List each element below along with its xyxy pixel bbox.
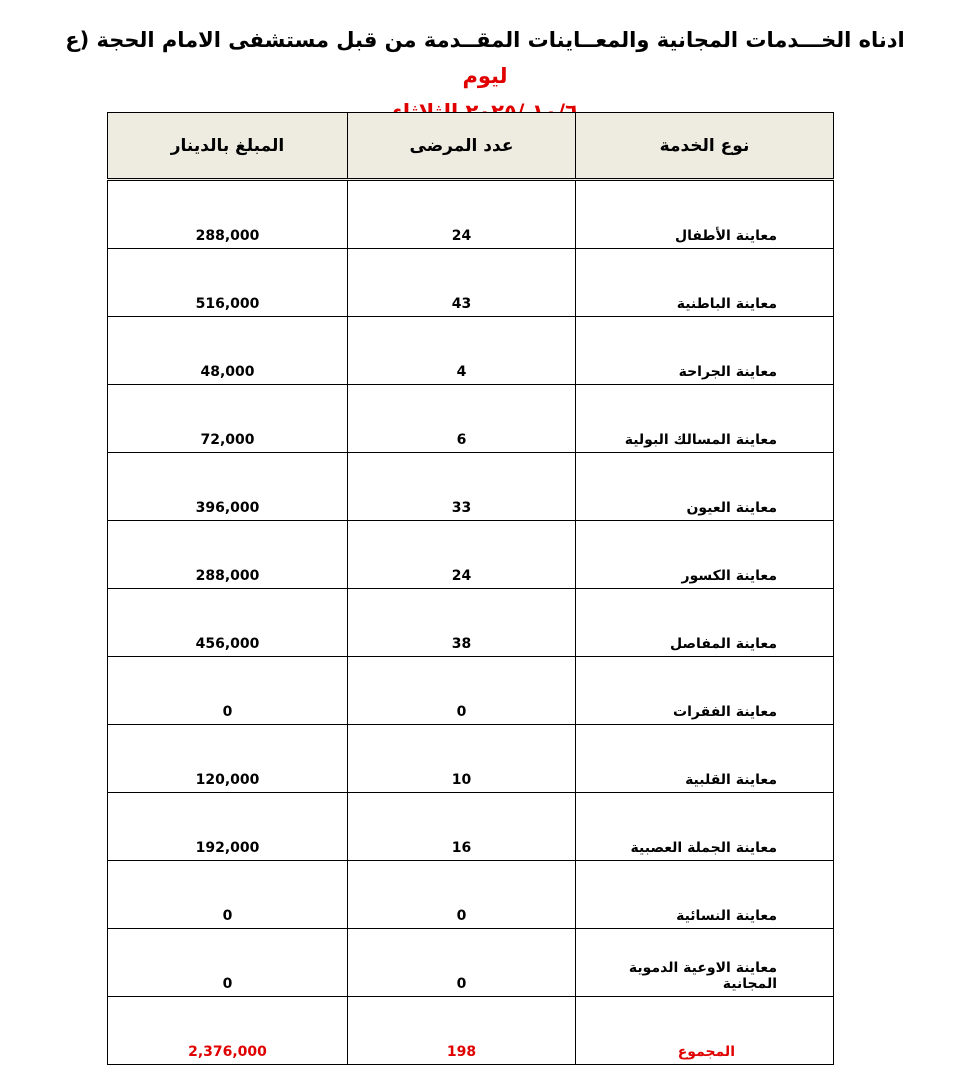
patient-count-cell: 38 (348, 589, 576, 657)
header-amount: المبلغ بالدينار (108, 113, 348, 180)
title-line-1: ادناه الخـــدمات المجانية والمعــاينات المقــدمة من قبل مستشفى الامام الحجة (ع (65, 28, 905, 52)
table-row (108, 453, 834, 521)
table-row (108, 793, 834, 861)
header-patient-count: عدد المرضى (348, 113, 576, 180)
table-row (108, 861, 834, 929)
header-service-type: نوع الخدمة (576, 113, 834, 180)
amount-cell: 516,000 (108, 249, 348, 317)
table-row (108, 657, 834, 725)
service-cell: معاينة الجراحة (576, 317, 834, 385)
patient-count-cell: 0 (348, 657, 576, 725)
patient-count-cell: 0 (348, 929, 576, 997)
total-amount: 2,376,000 (108, 997, 348, 1065)
amount-cell: 288,000 (108, 521, 348, 589)
patient-count-cell: 43 (348, 249, 576, 317)
total-patients: 198 (348, 997, 576, 1065)
amount-cell: 0 (108, 861, 348, 929)
services-table (107, 112, 834, 1065)
service-cell: معاينة الاوعية الدموية المجانية (576, 929, 834, 997)
patient-count-cell: 33 (348, 453, 576, 521)
patient-count-cell: 10 (348, 725, 576, 793)
service-cell: معاينة الجملة العصبية (576, 793, 834, 861)
patient-count-cell: 0 (348, 861, 576, 929)
service-cell: معاينة الباطنية (576, 249, 834, 317)
amount-cell: 396,000 (108, 453, 348, 521)
patient-count-cell: 16 (348, 793, 576, 861)
amount-cell: 192,000 (108, 793, 348, 861)
table-row (108, 929, 834, 997)
service-cell: معاينة المفاصل (576, 589, 834, 657)
table-row (108, 725, 834, 793)
amount-cell: 0 (108, 929, 348, 997)
table-header-row (108, 113, 834, 180)
amount-cell: 48,000 (108, 317, 348, 385)
title-day-label: ليوم (462, 64, 508, 88)
amount-cell: 0 (108, 657, 348, 725)
patient-count-cell: 24 (348, 521, 576, 589)
table-body (108, 180, 834, 997)
amount-cell: 72,000 (108, 385, 348, 453)
amount-cell: 288,000 (108, 180, 348, 249)
table-row (108, 180, 834, 249)
table-row (108, 521, 834, 589)
patient-count-cell: 24 (348, 180, 576, 249)
table-row (108, 249, 834, 317)
table-row (108, 385, 834, 453)
patient-count-cell: 4 (348, 317, 576, 385)
table-row (108, 589, 834, 657)
service-cell: معاينة الكسور (576, 521, 834, 589)
amount-cell: 456,000 (108, 589, 348, 657)
table-row (108, 317, 834, 385)
service-cell: معاينة الأطفال (576, 180, 834, 249)
patient-count-cell: 6 (348, 385, 576, 453)
service-cell: معاينة المسالك البولية (576, 385, 834, 453)
service-cell: معاينة العيون (576, 453, 834, 521)
total-row (108, 997, 834, 1065)
service-cell: معاينة الفقرات (576, 657, 834, 725)
service-cell: معاينة القلبية (576, 725, 834, 793)
total-label: المجموع (576, 997, 834, 1065)
amount-cell: 120,000 (108, 725, 348, 793)
service-cell: معاينة النسائية (576, 861, 834, 929)
